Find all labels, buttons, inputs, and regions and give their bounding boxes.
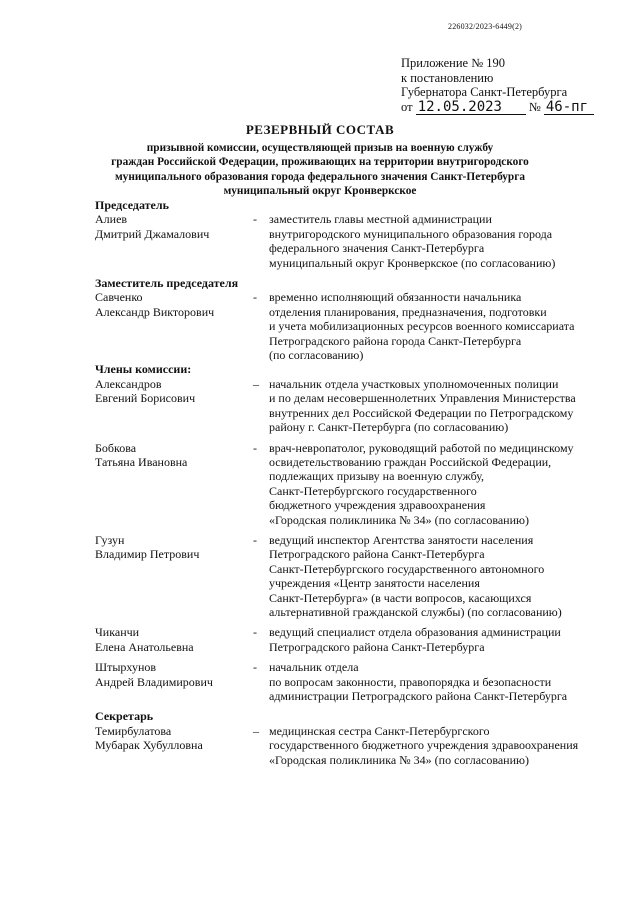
commission-list — [95, 198, 615, 767]
position-line: бюджетного учреждения здравоохранения — [269, 498, 486, 513]
position-line: Петроградского района города Санкт-Петербурга — [269, 333, 522, 348]
chair-heading: Председатель — [95, 198, 169, 212]
member-name — [95, 625, 253, 654]
position-line: подлежащих призыву на военную службу, — [269, 469, 485, 484]
dash: - — [253, 532, 257, 547]
surname: Бобкова — [95, 440, 137, 455]
members-heading: Члены комиссии: — [95, 362, 192, 377]
position-line: по вопросам законности, правопорядка и безопасности — [269, 674, 552, 689]
member-name — [95, 660, 253, 703]
position-line: Петроградского района Санкт-Петербурга — [269, 639, 485, 654]
position-line: освидетельствованию граждан Российской Федерации, — [269, 454, 552, 469]
dash: – — [253, 376, 259, 391]
surname: Алиев — [95, 212, 128, 227]
dash: - — [253, 212, 257, 227]
member-position — [269, 212, 615, 270]
dash: - — [253, 440, 257, 455]
member-name — [95, 377, 253, 435]
appendix-block — [401, 56, 594, 115]
member-1 — [95, 377, 615, 435]
date-value: 12.05.2023 — [417, 98, 502, 115]
member-position — [269, 660, 615, 703]
position-line: отделения планирования, предназначения, подготовки — [269, 304, 547, 319]
position-line: «Городская поликлиника № 34» (по согласованию) — [269, 752, 529, 767]
member-chair — [95, 212, 615, 270]
member-3 — [95, 533, 615, 619]
given-names: Андрей Владимирович — [95, 674, 213, 689]
document-title — [0, 122, 640, 198]
position-line: Санкт-Петербургского государственного автономного — [269, 561, 545, 576]
position-line: «Городская поликлиника № 34» (по согласованию) — [269, 512, 529, 527]
given-names: Мубарак Хубулловна — [95, 738, 203, 753]
number-field — [544, 100, 594, 115]
surname: Чиканчи — [95, 625, 140, 640]
member-name — [95, 533, 253, 619]
member-position — [269, 441, 615, 527]
member-2 — [95, 441, 615, 527]
position-line: и учета мобилизационных ресурсов военного комиссариата — [269, 319, 575, 334]
position-line: муниципальный округ Кронверкское (по согласованию) — [269, 255, 556, 270]
position-line: внутренних дел Российской Федерации по Петроградскому — [269, 405, 574, 420]
member-secretary — [95, 724, 615, 767]
member-position — [269, 724, 615, 767]
position-line: медицинская сестра Санкт-Петербургского — [269, 723, 490, 738]
document-registration-number: 226032/2023-6449(2) — [448, 22, 523, 31]
deputy-heading: Заместитель председателя — [95, 276, 239, 291]
member-5 — [95, 660, 615, 703]
position-line: Санкт-Петербургского государственного — [269, 483, 477, 498]
dash: - — [253, 660, 257, 675]
given-names: Елена Анатольевна — [95, 639, 194, 654]
member-deputy — [95, 290, 615, 362]
member-name — [95, 212, 253, 270]
member-name — [95, 441, 253, 527]
member-position — [269, 290, 615, 362]
date-field — [416, 100, 526, 115]
given-names: Владимир Петрович — [95, 547, 200, 562]
member-name — [95, 290, 253, 362]
surname: Гузун — [95, 532, 125, 547]
title-line-3: муниципального образования города федерального значения Санкт-Петербурга — [114, 170, 525, 183]
surname: Темирбулатова — [95, 723, 172, 738]
position-line: временно исполняющий обязанности начальника — [269, 290, 522, 305]
dash: - — [253, 290, 257, 305]
appendix-date-line — [401, 100, 594, 115]
number-prefix: № — [528, 99, 541, 114]
member-position — [269, 377, 615, 435]
member-4 — [95, 625, 615, 654]
position-line: ведущий специалист отдела образования администрации — [269, 625, 561, 640]
appendix-issuer: Губернатора Санкт-Петербурга — [401, 85, 568, 99]
position-line: Санкт-Петербурга» (в части вопросов, касающихся — [269, 590, 532, 605]
position-line: альтернативной гражданской службы) (по согласованию) — [269, 604, 562, 619]
surname: Александров — [95, 376, 162, 391]
position-line: (по согласованию) — [269, 348, 364, 363]
secretary-heading: Секретарь — [95, 709, 154, 724]
dash: – — [253, 723, 259, 738]
surname: Штырхунов — [95, 660, 157, 675]
number-value: 46-пг — [545, 98, 589, 115]
position-line: начальник отдела — [269, 660, 359, 675]
title-line-2: граждан Российской Федерации, проживающих на территории внутригородского — [111, 156, 529, 169]
surname: Савченко — [95, 290, 143, 305]
position-line: учреждения «Центр занятости населения — [269, 576, 480, 591]
position-line: администрации Петроградского района Санкт-Петербурга — [269, 689, 568, 703]
given-names: Татьяна Ивановна — [95, 454, 188, 469]
given-names: Евгений Борисович — [95, 391, 196, 406]
given-names: Дмитрий Джамалович — [95, 226, 210, 241]
title-line-4: муниципальный округ Кронверкское — [223, 184, 417, 197]
appendix-resolution-ref: к постановлению — [401, 70, 494, 85]
title-line-1: призывной комиссии, осуществляющей призыв на военную службу — [146, 142, 494, 154]
member-position — [269, 625, 615, 654]
position-line: государственного бюджетного учреждения здравоохранения — [269, 738, 579, 753]
position-line: заместитель главы местной администрации — [269, 212, 492, 227]
appendix-number: Приложение № 190 — [401, 56, 506, 70]
position-line: району г. Санкт-Петербурга (по согласованию) — [269, 420, 509, 435]
given-names: Александр Викторович — [95, 304, 215, 319]
position-line: внутригородского муниципального образования города — [269, 226, 553, 241]
member-position — [269, 533, 615, 619]
dash: - — [253, 625, 257, 640]
position-line: ведущий инспектор Агентства занятости населения — [269, 532, 534, 547]
title-main: РЕЗЕРВНЫЙ СОСТАВ — [245, 122, 395, 137]
position-line: и по делам несовершеннолетних Управления Министерства — [269, 391, 576, 406]
position-line: врач-невропатолог, руководящий работой по медицинскому — [269, 440, 574, 455]
member-name — [95, 724, 253, 767]
position-line: Петроградского района Санкт-Петербурга — [269, 547, 485, 562]
position-line: федерального значения Санкт-Петербурга — [269, 241, 485, 256]
position-line: начальник отдела участковых уполномоченных полиции — [269, 376, 559, 391]
date-prefix: от — [401, 99, 413, 114]
